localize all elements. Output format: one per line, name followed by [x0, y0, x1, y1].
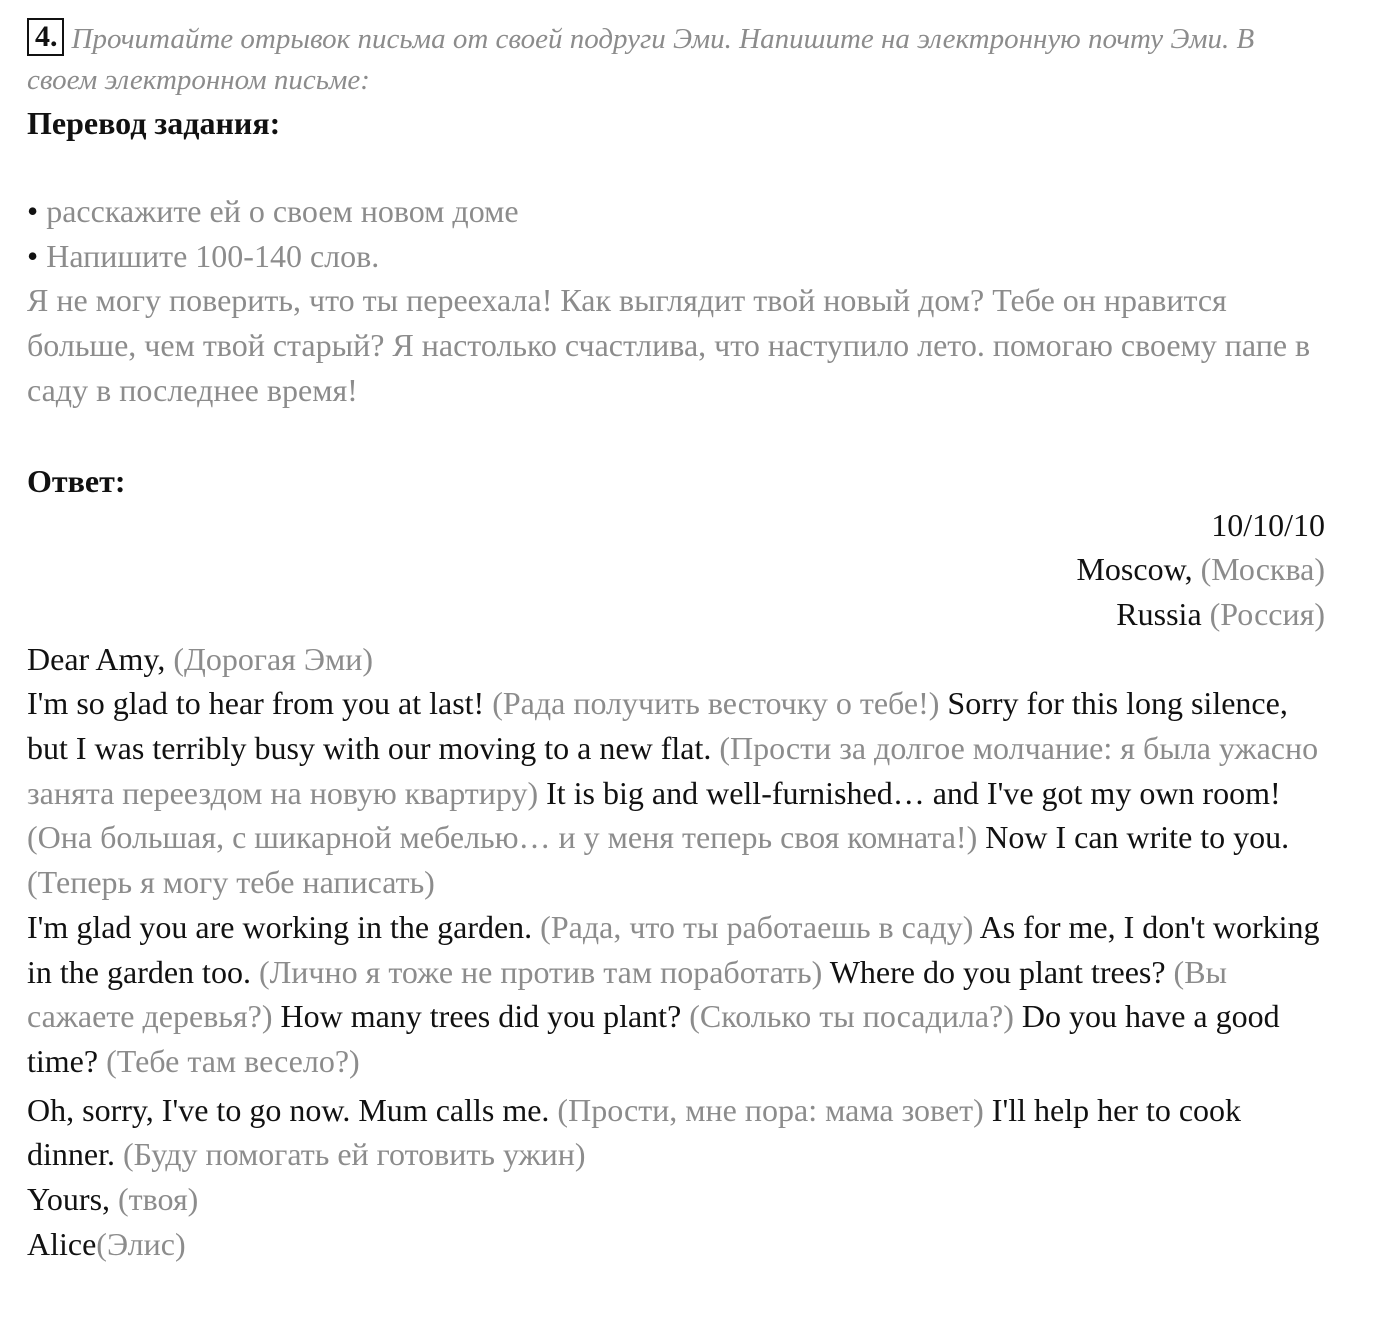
- letter-paragraph-2: I'm glad you are working in the garden. (Рада, что ты работаешь в саду) As for me, I don't working in the garden too. (Лично я тоже не против там поработать) Where do you plant trees? (Вы сажаете деревья?) How many trees did you plant? (Сколько ты посадила?) Do you have a good time? (Тебе там весело?): [27, 908, 1320, 1079]
- letter-date: 10/10/10: [1211, 506, 1325, 543]
- bullet-marker: •: [27, 237, 39, 274]
- letter-excerpt: Я не могу поверить, что ты переехала! Как выглядит твой новый дом? Тебе он нравится больше, чем твой старый? Я настолько счастлива, что наступило лето. помогаю своему папе в саду в последнее время!: [27, 282, 1311, 408]
- letter-signature: Alice(Элис): [27, 1225, 186, 1262]
- bullet-marker: •: [27, 193, 39, 229]
- bullet-item: • расскажите ей о своем новом доме: [27, 193, 519, 229]
- letter-city: Moscow, (Москва): [1076, 551, 1325, 588]
- letter-closing: Yours, (твоя): [27, 1181, 199, 1218]
- answer-heading: Ответ:: [27, 462, 126, 499]
- translation-heading: Перевод задания:: [27, 105, 281, 141]
- task-instruction: Прочитайте отрывок письма от своей подруги Эми. Напишите на электронную почту Эми. В своем электронном письме:: [27, 23, 1255, 96]
- task-number: 4.: [27, 18, 64, 56]
- task-instruction-block: [27, 18, 1327, 101]
- exercise-page: [27, 18, 1327, 1266]
- bullet-item: • Напишите 100-140 слов.: [27, 237, 380, 274]
- letter-country: Russia (Россия): [1116, 595, 1325, 632]
- letter-paragraph-1: I'm so glad to hear from you at last! (Рада получить весточку о тебе!) Sorry for this long silence, but I was terribly busy with our moving to a new flat. (Прости за долгое молчание: я была ужасно занята переездом на новую квартиру) It is big and well-furnished… and I've got my own room!(Она большая, с шикарной мебелью… и у меня теперь своя комната!) Now I can write to you. (Теперь я могу тебе написать): [27, 685, 1319, 901]
- letter-paragraph-3: Oh, sorry, I've to go now. Mum calls me. (Прости, мне пора: мама зовет) I'll help her to cook dinner. (Буду помогать ей готовить ужин): [27, 1091, 1242, 1173]
- letter-greeting: Dear Amy, (Дорогая Эми): [27, 640, 374, 677]
